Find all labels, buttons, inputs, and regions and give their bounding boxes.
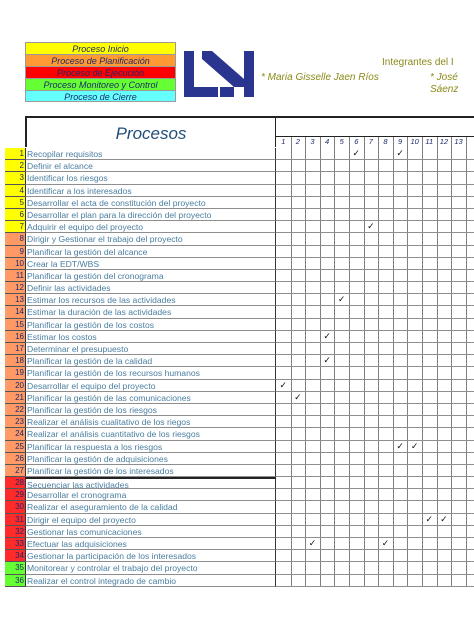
process-name: Planificar la gestión de adquisiciones bbox=[25, 453, 276, 465]
process-name: Monitorear y controlar el trabajo del proyecto bbox=[25, 562, 276, 574]
row-grid bbox=[276, 282, 474, 294]
row-number: 5 bbox=[5, 197, 25, 209]
row-grid bbox=[276, 489, 474, 501]
check-icon: ✓ bbox=[323, 330, 331, 341]
process-name: Secuenciar las actividades bbox=[25, 477, 276, 489]
row-number: 35 bbox=[5, 562, 25, 574]
row-number: 6 bbox=[5, 209, 25, 221]
row-number: 30 bbox=[5, 501, 25, 513]
row-grid bbox=[276, 575, 474, 587]
process-name: Gestionar las comunicaciones bbox=[25, 526, 276, 538]
row-grid bbox=[276, 514, 474, 526]
process-name: Dirigir el equipo del proyecto bbox=[25, 514, 276, 526]
row-grid bbox=[276, 562, 474, 574]
row-grid bbox=[276, 246, 474, 258]
member-1: * Maria Gisselle Jaen Ríos bbox=[261, 72, 379, 83]
row-grid bbox=[276, 148, 474, 160]
row-grid bbox=[276, 258, 474, 270]
process-name: Planificar la gestión del cronograma bbox=[25, 270, 276, 282]
process-name: Definir el alcance bbox=[25, 160, 276, 172]
process-name: Realizar el análisis cuantitativo de los riesgos bbox=[25, 428, 276, 440]
row-grid bbox=[276, 392, 474, 404]
row-number: 34 bbox=[5, 550, 25, 562]
row-grid bbox=[276, 172, 474, 184]
check-icon: ✓ bbox=[396, 148, 404, 158]
process-name: Definir las actividades bbox=[25, 282, 276, 294]
process-name: Planificar la gestión de las comunicaciones bbox=[25, 392, 276, 404]
process-name: Realizar el control integrado de cambio bbox=[25, 575, 276, 587]
row-grid bbox=[276, 367, 474, 379]
row-number: 4 bbox=[5, 185, 25, 197]
row-grid bbox=[276, 441, 474, 453]
process-name: Planificar la respuesta a los riesgos bbox=[25, 441, 276, 453]
process-name: Identificar a los interesados bbox=[25, 185, 276, 197]
row-grid bbox=[276, 380, 474, 392]
row-number: 19 bbox=[5, 367, 25, 379]
row-number: 7 bbox=[5, 221, 25, 233]
uni-logo bbox=[184, 51, 254, 97]
member-2-surname: Sáenz bbox=[430, 84, 459, 95]
check-icon: ✓ bbox=[323, 355, 331, 366]
row-grid bbox=[276, 294, 474, 306]
column-header: 3 bbox=[310, 137, 315, 146]
process-name: Planificar la gestión de los costos bbox=[25, 319, 276, 331]
row-number: 17 bbox=[5, 343, 25, 355]
member-2: * José bbox=[430, 72, 458, 83]
process-name: Desarrollar el acta de constitución del proyecto bbox=[25, 197, 276, 209]
process-name: Estimar la duración de las actividades bbox=[25, 306, 276, 318]
row-number: 10 bbox=[5, 258, 25, 270]
column-header: 12 bbox=[439, 137, 449, 146]
row-grid bbox=[276, 343, 474, 355]
check-icon: ✓ bbox=[352, 148, 361, 158]
row-number: 20 bbox=[5, 380, 25, 392]
row-grid bbox=[276, 550, 474, 562]
row-grid bbox=[276, 538, 474, 550]
column-header: 10 bbox=[410, 137, 419, 146]
row-number: 28 bbox=[5, 477, 25, 489]
process-name: Gestionar la participación de los interesados bbox=[25, 550, 276, 562]
processes-title: Procesos bbox=[25, 116, 276, 147]
check-icon: ✓ bbox=[294, 391, 302, 402]
row-grid bbox=[276, 428, 474, 440]
row-number: 3 bbox=[5, 172, 25, 184]
column-header: 6 bbox=[354, 137, 359, 146]
row-grid bbox=[276, 501, 474, 513]
row-grid bbox=[276, 331, 474, 343]
process-name: Crear la EDT/WBS bbox=[25, 258, 276, 270]
check-icon: ✓ bbox=[279, 379, 288, 390]
process-name: Recopilar requisitos bbox=[25, 148, 276, 160]
row-number: 23 bbox=[5, 416, 25, 428]
check-icon: ✓ bbox=[337, 294, 346, 305]
row-number: 25 bbox=[5, 441, 25, 453]
row-number: 1 bbox=[5, 148, 25, 160]
row-number: 32 bbox=[5, 526, 25, 538]
column-header: 11 bbox=[425, 137, 434, 146]
column-header: 7 bbox=[368, 137, 373, 146]
row-grid bbox=[276, 355, 474, 367]
column-header: 13 bbox=[454, 137, 463, 146]
row-number: 16 bbox=[5, 331, 25, 343]
column-header: 2 bbox=[295, 137, 300, 146]
process-name: Planificar la gestión del alcance bbox=[25, 246, 276, 258]
row-number: 21 bbox=[5, 392, 25, 404]
check-icon: ✓ bbox=[367, 221, 375, 232]
legend-item: Proceso de Cierre bbox=[25, 90, 176, 102]
row-number: 24 bbox=[5, 428, 25, 440]
process-name: Determinar el presupuesto bbox=[25, 343, 276, 355]
process-name: Efectuar las adquisiciones bbox=[25, 538, 276, 550]
process-name: Desarrollar el plan para la dirección del proyecto bbox=[25, 209, 276, 221]
row-grid bbox=[276, 160, 474, 172]
process-name: Realizar el aseguramiento de la calidad bbox=[25, 501, 276, 513]
row-number: 14 bbox=[5, 306, 25, 318]
integrantes-heading: Integrantes del I bbox=[382, 57, 454, 68]
row-grid bbox=[276, 319, 474, 331]
row-grid bbox=[276, 477, 474, 489]
row-number: 18 bbox=[5, 355, 25, 367]
check-icon: ✓ bbox=[410, 440, 419, 451]
row-grid bbox=[276, 306, 474, 318]
process-name: Estimar los recursos de las actividades bbox=[25, 294, 276, 306]
row-number: 26 bbox=[5, 453, 25, 465]
row-number: 12 bbox=[5, 282, 25, 294]
legend-item: Proceso Monitoreo y Control bbox=[25, 78, 176, 90]
column-header: 5 bbox=[339, 137, 344, 146]
row-grid bbox=[276, 416, 474, 428]
columns-header-band bbox=[276, 116, 474, 137]
row-grid bbox=[276, 404, 474, 416]
legend-item: Proceso de Ejecución bbox=[25, 66, 176, 78]
column-header: 9 bbox=[398, 137, 403, 146]
row-number: 11 bbox=[5, 270, 25, 282]
row-grid bbox=[276, 526, 474, 538]
process-name: Planificar la gestión de los interesados bbox=[25, 465, 276, 477]
check-icon: ✓ bbox=[396, 440, 404, 451]
process-name: Planificar la gestión de los recursos humanos bbox=[25, 367, 276, 379]
row-number: 22 bbox=[5, 404, 25, 416]
process-name: Planificar la gestión de la calidad bbox=[25, 355, 276, 367]
column-header: 4 bbox=[325, 137, 330, 146]
row-number: 27 bbox=[5, 465, 25, 477]
row-number: 8 bbox=[5, 233, 25, 245]
row-grid bbox=[276, 197, 474, 209]
process-name: Dirigir y Gestionar el trabajo del proyecto bbox=[25, 233, 276, 245]
row-number: 36 bbox=[5, 575, 25, 587]
row-number: 33 bbox=[5, 538, 25, 550]
process-name: Planificar la gestión de los riesgos bbox=[25, 404, 276, 416]
legend-item: Proceso Inicio bbox=[25, 42, 176, 54]
process-name: Realizar el análisis cualitativo de los riegos bbox=[25, 416, 276, 428]
process-name: Adquirir el equipo del proyecto bbox=[25, 221, 276, 233]
row-grid bbox=[276, 221, 474, 233]
check-icon: ✓ bbox=[440, 513, 448, 524]
legend bbox=[25, 42, 176, 102]
legend-item: Proceso de Planificación bbox=[25, 54, 176, 66]
column-header: 8 bbox=[383, 137, 388, 146]
row-grid bbox=[276, 233, 474, 245]
row-grid bbox=[276, 185, 474, 197]
check-icon: ✓ bbox=[381, 538, 390, 548]
row-number: 2 bbox=[5, 160, 25, 172]
check-icon: ✓ bbox=[425, 513, 434, 524]
check-icon: ✓ bbox=[308, 538, 317, 548]
row-grid bbox=[276, 209, 474, 221]
row-grid bbox=[276, 453, 474, 465]
process-name: Estimar los costos bbox=[25, 331, 276, 343]
process-name: Desarrollar el equipo del proyecto bbox=[25, 380, 276, 392]
row-number: 31 bbox=[5, 514, 25, 526]
row-grid bbox=[276, 270, 474, 282]
row-number: 29 bbox=[5, 489, 25, 501]
row-number: 13 bbox=[5, 294, 25, 306]
process-name: Identificar los riesgos bbox=[25, 172, 276, 184]
row-number: 9 bbox=[5, 246, 25, 258]
column-header: 1 bbox=[281, 137, 286, 146]
process-name: Desarrollar el cronograma bbox=[25, 489, 276, 501]
row-grid bbox=[276, 465, 474, 477]
row-number: 15 bbox=[5, 319, 25, 331]
